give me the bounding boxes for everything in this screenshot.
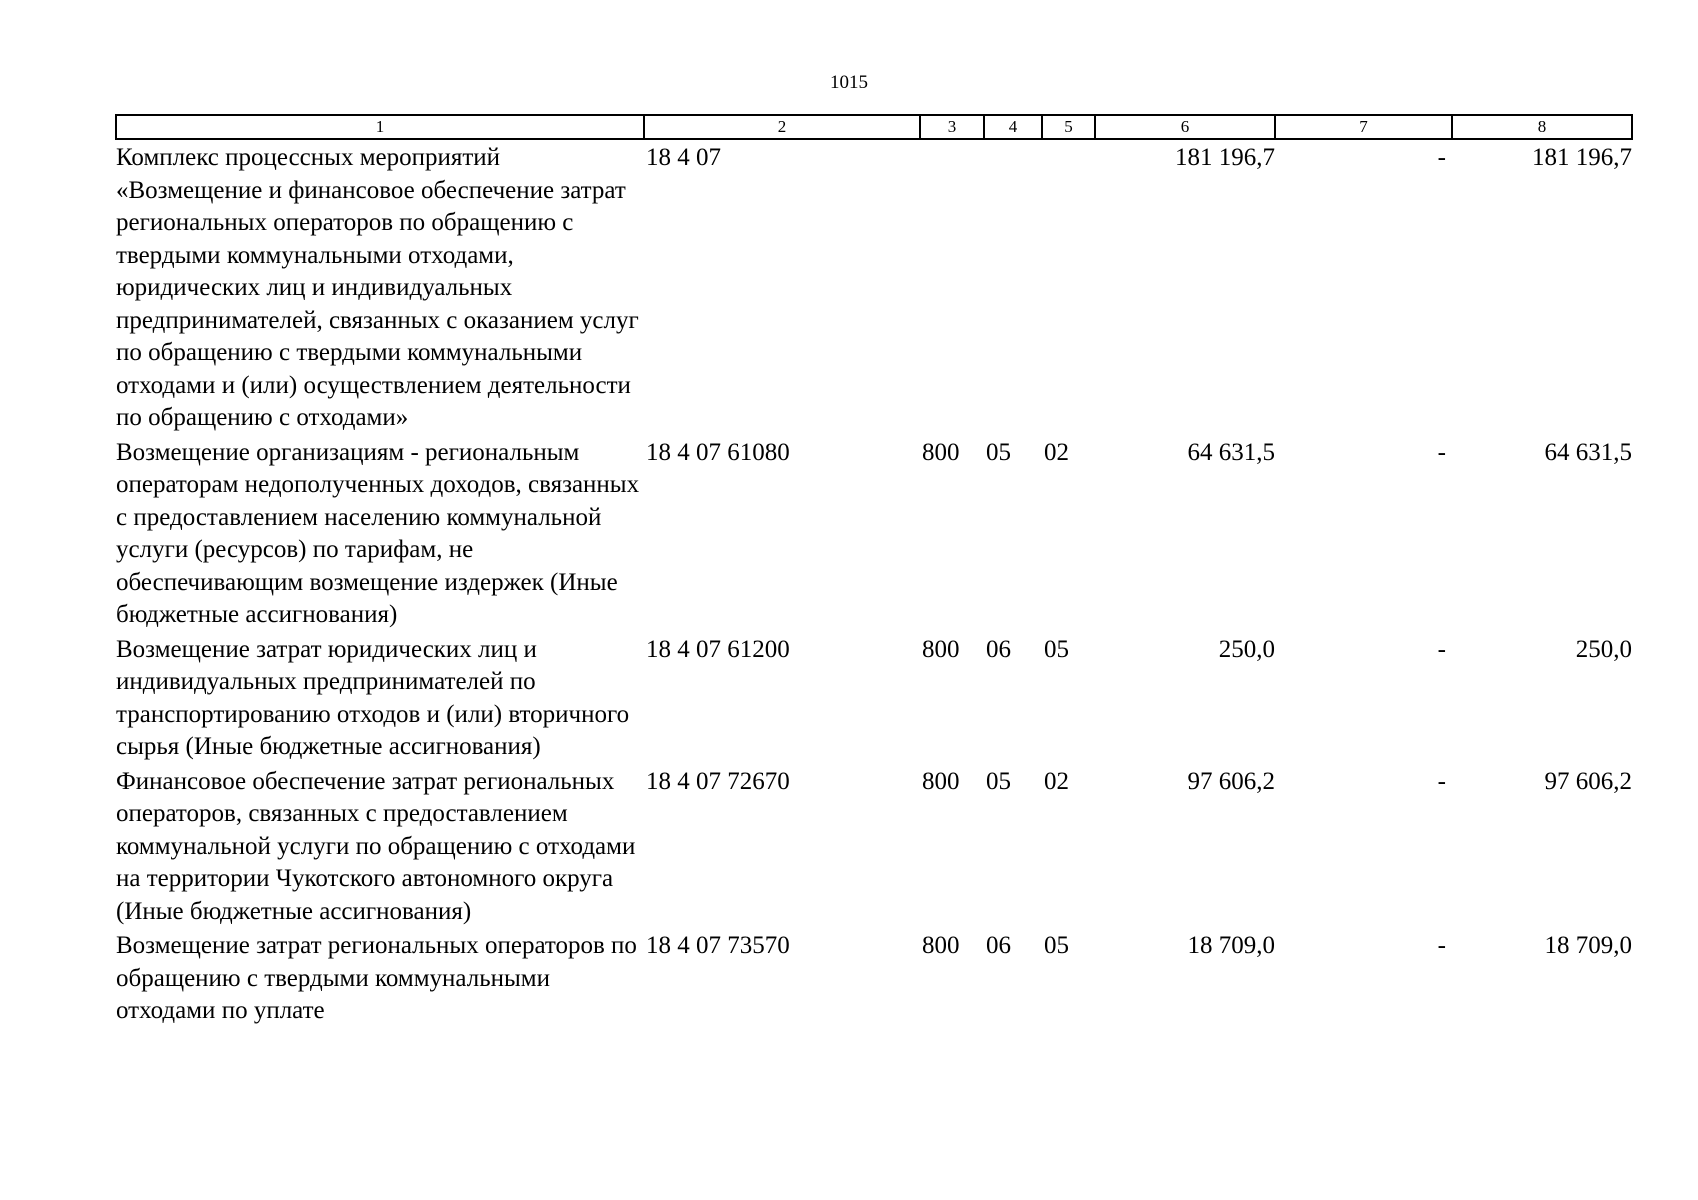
row-col-8: 97 606,2 xyxy=(1544,767,1632,795)
row-col-6: 64 631,5 xyxy=(1187,438,1275,466)
column-header-4: 4 xyxy=(984,115,1042,139)
row-col-6: 97 606,2 xyxy=(1187,767,1275,795)
row-name: Возмещение затрат региональных операторов по обращению с твердыми коммунальными отходами по уплате xyxy=(116,932,637,1024)
row-col-7 xyxy=(1275,435,1452,632)
row-col-7 xyxy=(1275,928,1452,1028)
row-col-4: 06 xyxy=(986,932,1011,959)
row-col-5: 02 xyxy=(1044,438,1069,466)
row-col-3: 800 xyxy=(922,438,960,466)
row-col-6: 250,0 xyxy=(1218,635,1275,663)
table-header-row xyxy=(116,115,1632,139)
row-col-4: 06 xyxy=(986,635,1011,663)
budget-table xyxy=(115,114,1633,1028)
row-col-4 xyxy=(984,139,1042,435)
row-code: 18 4 07 61080 xyxy=(646,438,790,466)
row-name: Комплекс процессных мероприятий «Возмещение и финансовое обеспечение затрат региональных операторов по обращению с твердыми коммунальными отходами, юридических лиц и индивидуальных предпринимателей, связанных с оказанием услуг по обращению с твердыми коммунальными отходами и (или) осуществлением деятельности по обращению с отходами» xyxy=(116,144,639,431)
column-header-7: 7 xyxy=(1275,115,1452,139)
row-col-6: 18 709,0 xyxy=(1187,932,1275,959)
table-row xyxy=(116,928,1632,1028)
table-row xyxy=(116,139,1632,435)
row-col-7-value: - xyxy=(1437,144,1446,171)
row-code: 18 4 07 72670 xyxy=(646,767,790,795)
row-col-7-value: - xyxy=(1437,932,1446,959)
table-row xyxy=(116,435,1632,632)
row-col-7 xyxy=(1275,764,1452,929)
row-col-7 xyxy=(1275,139,1452,435)
row-code: 18 4 07 61200 xyxy=(646,635,790,663)
row-col-5: 02 xyxy=(1044,767,1069,795)
column-header-3: 3 xyxy=(920,115,984,139)
row-col-7 xyxy=(1275,632,1452,764)
row-col-7-value: - xyxy=(1437,438,1446,466)
row-col-3: 800 xyxy=(922,932,960,959)
column-header-5: 5 xyxy=(1042,115,1095,139)
row-col-8: 64 631,5 xyxy=(1544,438,1632,466)
column-header-1: 1 xyxy=(116,115,644,139)
column-header-2: 2 xyxy=(644,115,920,139)
row-name: Возмещение организациям - региональным операторам недополученных доходов, связанных с предоставлением населению коммунальной услуги (ресурсов) по тарифам, не обеспечивающим возмещение издержек (Иные бюджетные ассигнования) xyxy=(116,438,640,628)
row-col-4: 05 xyxy=(986,438,1011,466)
column-header-8: 8 xyxy=(1452,115,1632,139)
row-col-4: 05 xyxy=(986,767,1011,795)
row-name: Финансовое обеспечение затрат региональных операторов, связанных с предоставлением коммунальной услуги по обращению с отходами на территории Чукотского автономного округа (Иные бюджетные ассигнования) xyxy=(116,767,636,925)
row-col-7-value: - xyxy=(1437,767,1446,795)
row-col-6: 181 196,7 xyxy=(1175,144,1275,171)
row-col-8: 18 709,0 xyxy=(1544,932,1632,959)
row-col-5 xyxy=(1042,139,1095,435)
table-row xyxy=(116,764,1632,929)
row-col-5: 05 xyxy=(1044,635,1069,663)
row-name: Возмещение затрат юридических лиц и индивидуальных предпринимателей по транспортированию отходов и (или) вторичного сырья (Иные бюджетные ассигнования) xyxy=(116,635,630,760)
row-col-8: 250,0 xyxy=(1575,635,1632,663)
row-col-3 xyxy=(920,139,984,435)
column-header-6: 6 xyxy=(1095,115,1275,139)
row-col-3: 800 xyxy=(922,767,960,795)
row-col-7-value: - xyxy=(1437,635,1446,663)
row-code: 18 4 07 73570 xyxy=(646,932,790,959)
row-col-3: 800 xyxy=(922,635,960,663)
page-number: 1015 xyxy=(830,72,868,93)
row-col-8: 181 196,7 xyxy=(1532,144,1632,171)
table-row xyxy=(116,632,1632,764)
row-code: 18 4 07 xyxy=(646,144,721,171)
row-col-5: 05 xyxy=(1044,932,1069,959)
